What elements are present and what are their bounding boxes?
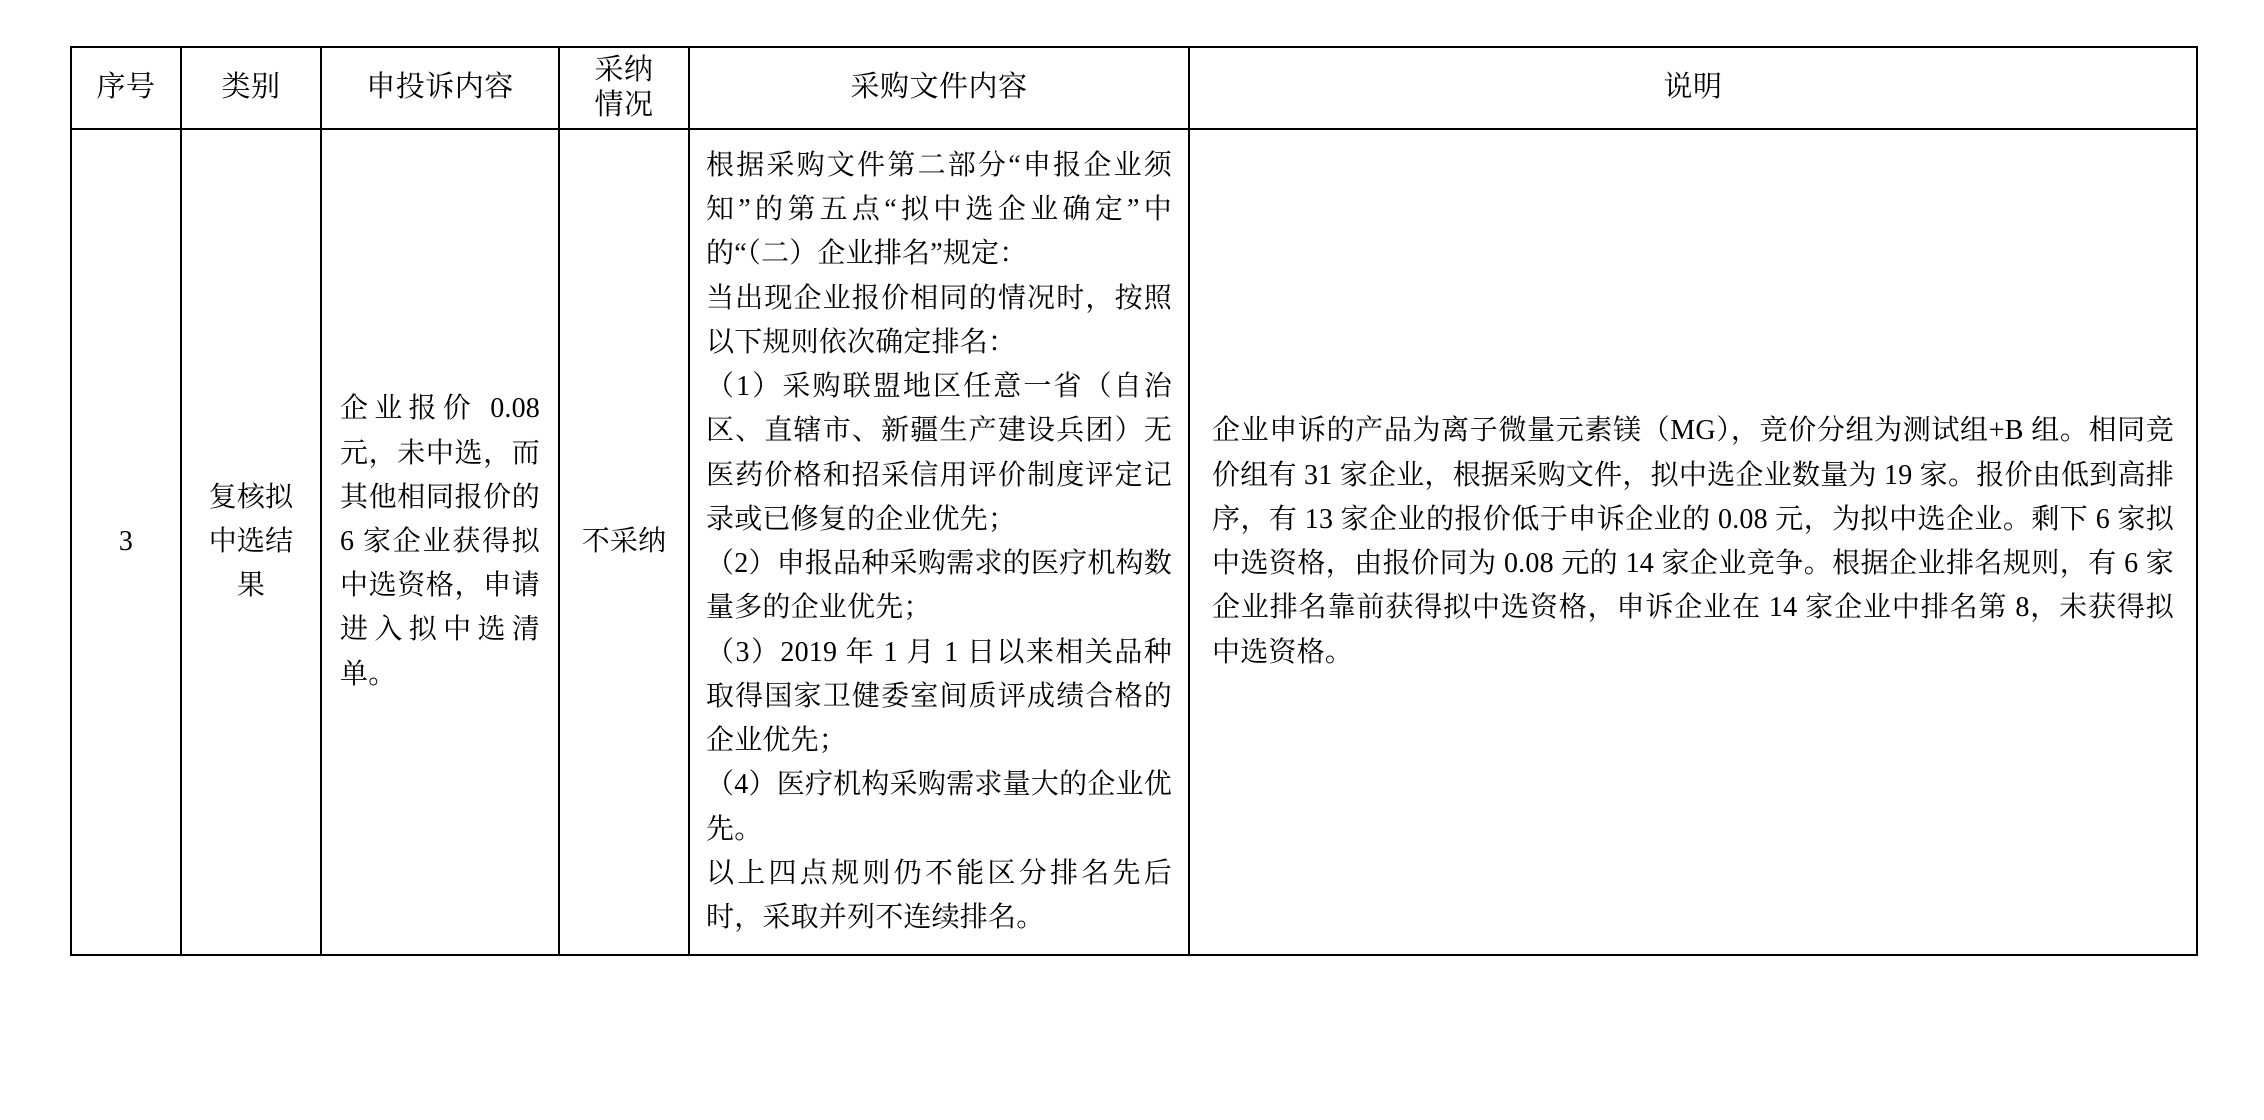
header-adoption-line1: 采纳 <box>594 54 654 87</box>
table-header-row <box>71 47 2197 129</box>
cell-category <box>181 129 321 955</box>
cell-sequence <box>71 129 181 955</box>
complaint-response-table <box>70 46 2198 956</box>
document-paragraph: （3）2019 年 1 月 1 日以来相关品种取得国家卫健委室间质评成绩合格的企业优先； <box>706 636 1172 757</box>
table-header <box>71 47 2197 129</box>
header-adoption <box>559 47 689 129</box>
document-paragraph: 当出现企业报价相同的情况时，按照以下规则依次确定排名： <box>706 282 1172 358</box>
header-explanation: 说明 <box>1189 47 2197 129</box>
cell-adoption <box>559 129 689 955</box>
cell-category-text: 复核拟中选结果 <box>208 481 294 602</box>
header-procurement-document: 采购文件内容 <box>689 47 1189 129</box>
header-sequence: 序号 <box>71 47 181 129</box>
document-paragraph: （2）申报品种采购需求的医疗机构数量多的企业优先； <box>706 548 1172 624</box>
document-paragraph: 以上四点规则仍不能区分排名先后时，采取并列不连续排名。 <box>706 857 1172 933</box>
cell-adoption-text: 不采纳 <box>581 525 667 557</box>
cell-explanation <box>1189 129 2197 955</box>
header-complaint: 申投诉内容 <box>321 47 559 129</box>
table-body <box>71 129 2197 955</box>
document-paragraph: 根据采购文件第二部分“申报企业须知”的第五点“拟中选企业确定”中的“（二）企业排名”规定： <box>706 150 1172 270</box>
document-paragraph: （1）采购联盟地区任意一省（自治区、直辖市、新疆生产建设兵团）无医药价格和招采信用评价制度评定记录或已修复的企业优先； <box>706 371 1172 535</box>
table-row <box>71 129 2197 955</box>
header-adoption-line2: 情况 <box>594 89 654 121</box>
cell-complaint <box>321 129 559 955</box>
header-category: 类别 <box>181 47 321 129</box>
cell-complaint-text: 企业报价 0.08 元，未中选，而其他相同报价的 6 家企业获得拟中选资格，申请进入拟中选清单。 <box>340 393 540 690</box>
cell-procurement-document-body <box>690 130 1188 954</box>
cell-sequence-text: 3 <box>118 525 134 557</box>
cell-procurement-document <box>689 129 1189 955</box>
document-paragraph: （4）医疗机构采购需求量大的企业优先。 <box>706 769 1172 845</box>
cell-explanation-text: 企业申诉的产品为离子微量元素镁（MG），竞价分组为测试组+B 组。相同竞价组有 31 家企业，根据采购文件，拟中选企业数量为 19 家。报价由低到高排序，有 13 家企业的报价低于申诉企业的 0.08 元，为拟中选企业。剩下 6 家拟中选资格，由报价同为 0.08 元的 14 家企业竞争。根据企业排名规则，有 6 家企业排名靠前获得拟中选资格，申诉企业在 14 家企业中排名第 8，未获得拟中选资格。 <box>1212 415 2174 668</box>
